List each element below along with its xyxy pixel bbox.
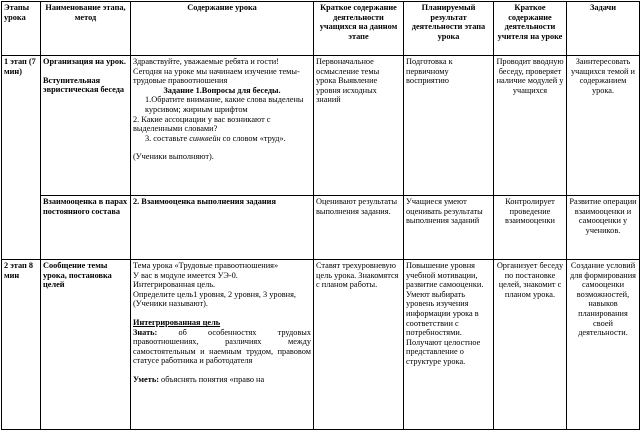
spacer: [43, 67, 128, 76]
know-label: Знать:: [133, 327, 158, 337]
teacher-activity-cell: Проводит вводную беседу, проверяет наличие модулей у учащихся: [494, 56, 567, 196]
able-label: Уметь:: [133, 374, 159, 384]
header-tasks: Задачи: [567, 2, 640, 56]
greeting-text: Здравствуйте, уважаемые ребята и гости!: [133, 57, 279, 66]
tasks-cell: Заинтересовать учащихся темой и содержанием урока.: [567, 56, 640, 196]
integrated-goal-title: Интегрированная цель: [133, 317, 221, 327]
question-3: [133, 134, 311, 144]
integrated-goal: Интегрированная цель.: [133, 280, 216, 290]
spacer: [133, 309, 311, 318]
question-2: 2. Какие ассоциации у вас возникают с выделенными словами?: [133, 114, 271, 134]
teacher-activity-cell: Организует беседу по постановке целей, знакомит с планом урока.: [494, 260, 567, 430]
able-text: объяснять понятия «право на: [158, 374, 265, 384]
know-block: [133, 328, 311, 366]
spacer: [133, 366, 311, 375]
stage-name-cell: Взаимооценка в парах постоянного состава: [41, 196, 131, 260]
lesson-content-cell: 2. Взаимооценка выполнения задания: [131, 196, 314, 260]
planned-result-cell: Повышение уровня учебной мотивации, развитие самооценки. Умеют выбирать уровень изучения информации урока в соответствии с потребностями. Получают целостное представление о структуре урока.: [404, 260, 494, 430]
planned-result-cell: Учащиеся умеют оценивать результаты выполнения заданий: [404, 196, 494, 260]
module-note: У вас в модуле имеется УЭ-0.: [133, 270, 238, 280]
question-3-term: синквейн: [189, 133, 221, 143]
stage-1-cell: 1 этап (7 мин): [2, 56, 41, 260]
student-activity-cell: Ставят трехуровневую цель урока. Знакомятся с планом работы.: [314, 260, 404, 430]
know-text: об особенностях трудовых правоотношениях, различиях между самостоятельным и наемным трудом, правовом статусе работника и работодателя: [133, 327, 311, 366]
lesson-plan-table: [1, 1, 640, 430]
question-1: 1.Обратите внимание, какие слова выделены курсивом; жирным шрифтом: [145, 95, 304, 114]
tasks-cell: Создание условий для формирования самооценки возможностей, навыков планирования своей деятельности.: [567, 260, 640, 430]
task-title: Задание 1.Вопросы для беседы.: [163, 85, 281, 95]
tasks-cell: Развитие операции взаимооценки и самооценки у учеников.: [567, 196, 640, 260]
planned-result-cell: Подготовка к первичному восприятию: [404, 56, 494, 196]
student-activity-cell: Оценивают результаты выполнения задания.: [314, 196, 404, 260]
header-teacher-activity: Краткое содержание деятельности учителя на уроке: [494, 2, 567, 56]
header-student-activity: Краткое содержание деятельности учащихся на данном этапе: [314, 2, 404, 56]
table-row: [2, 56, 640, 196]
question-3-prefix: 3. составьте: [145, 133, 190, 143]
students-note: (Ученики выполняют).: [133, 152, 214, 162]
teacher-activity-cell: Контролирует проведение взаимооценки: [494, 196, 567, 260]
header-planned-result: Планируемый результат деятельности этапа урока: [404, 2, 494, 56]
header-row: [2, 2, 640, 56]
header-stage-name: Наименование этапа, метод: [41, 2, 131, 56]
stage-name-method: Вступительная эвристическая беседа: [43, 75, 125, 95]
lesson-content-cell: [131, 56, 314, 196]
header-content: Содержание урока: [131, 2, 314, 56]
lesson-content-cell: [131, 260, 314, 430]
stage-name-title: Организация на урок.: [43, 57, 126, 66]
stage-name-cell: Сообщение темы урока, постановка целей: [41, 260, 131, 430]
table-row: [2, 260, 640, 430]
student-activity-cell: Первоначальное осмысление темы урока Выявление уровня исходных знаний: [314, 56, 404, 196]
spacer: [133, 143, 311, 152]
goal-levels: Определите цель1 уровня, 2 уровня, 3 уровня, (Ученики называют).: [133, 289, 296, 309]
header-stage: Этапы урока: [2, 2, 41, 56]
question-3-suffix: со словом «труд».: [220, 133, 286, 143]
intro-text: Сегодня на уроке мы начинаем изучение темы-трудовые правоотношения: [133, 66, 300, 86]
stage-2-cell: 2 этап 8 мин: [2, 260, 41, 430]
stage-name-cell: [41, 56, 131, 196]
able-block: [133, 375, 311, 385]
table-row: [2, 196, 640, 260]
lesson-topic: Тема урока «Трудовые правоотношения»: [133, 261, 279, 270]
